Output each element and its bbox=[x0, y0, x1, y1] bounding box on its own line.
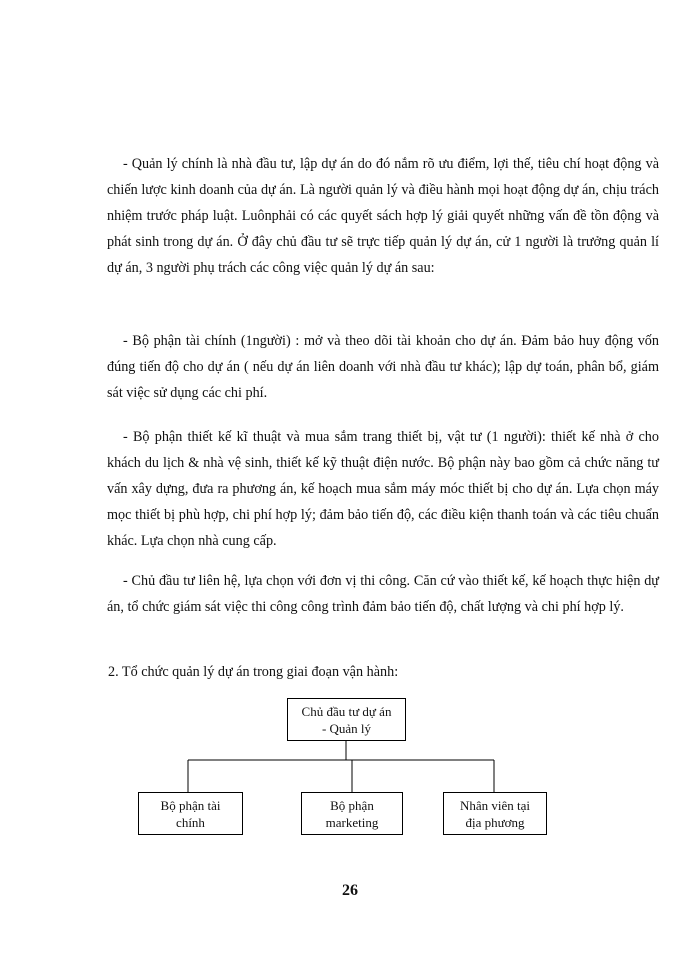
paragraph-design-procurement-dept: - Bộ phận thiết kế kĩ thuật và mua sắm trang thiết bị, vật tư (1 người): thiết kế nhà ở cho khách du lịch & nhà vệ sinh, thiết kế kỹ thuật điện nước. Bộ phận này bao gồm cả chức năng tư vấn xây dựng, đưa ra phương án, kế hoạch mua sắm máy móc thiết bị cho dự án. Lựa chọn máy mọc thiết bị phù hợp, chi phí hợp lý; đảm bảo tiến độ, các điều kiện thanh toán và các tiêu chuẩn khác. Lựa chọn nhà cung cấp. bbox=[107, 429, 659, 549]
org-box-finance bbox=[138, 792, 243, 835]
org-box-local-line2: địa phương bbox=[465, 814, 525, 830]
section-heading: 2. Tổ chức quản lý dự án trong giai đoạn vận hành: bbox=[108, 664, 399, 680]
org-box-top-line2: - Quản lý bbox=[321, 720, 372, 736]
page-number: 26 bbox=[342, 882, 358, 899]
org-box-local-line1: Nhân viên tại bbox=[459, 797, 531, 813]
paragraph-finance-dept: - Bộ phận tài chính (1người) : mở và theo dõi tài khoản cho dự án. Đảm bảo huy động vốn đúng tiến độ cho dự án ( nếu dự án liên doanh với nhà đầu tư khác); lập dự toán, phân bổ, giám sát việc sử dụng các chi phí. bbox=[107, 333, 659, 401]
paragraph-manager-role: - Quản lý chính là nhà đầu tư, lập dự án do đó nắm rõ ưu điểm, lợi thế, tiêu chí hoạt động và chiến lược kinh doanh của dự án. Là người quản lý và điều hành mọi hoạt động dự án, chịu trách nhiệm trước pháp luật. Luônphải có các quyết sách hợp lý giải quyết những vấn đề tồn động và phát sinh trong dự án. Ở đây chủ đầu tư sẽ trực tiếp quản lý dự án, cử 1 người là trưởng quản lí dự án, 3 người phụ trách các công việc quản lý dự án sau: bbox=[107, 156, 659, 276]
org-box-marketing bbox=[301, 792, 403, 835]
org-box-local-staff bbox=[443, 792, 547, 835]
org-box-investor-manager bbox=[287, 698, 406, 741]
paragraph-contractor-selection: - Chủ đầu tư liên hệ, lựa chọn với đơn vị thi công. Căn cứ vào thiết kế, kế hoạch thực hiện dự án, tổ chức giám sát việc thi công công trình đảm bảo tiến độ, chất lượng và chi phí hợp lý. bbox=[107, 573, 659, 615]
org-box-finance-line1: Bộ phận tài bbox=[160, 797, 221, 813]
org-box-finance-line2: chính bbox=[176, 814, 205, 830]
org-box-marketing-line2: marketing bbox=[325, 814, 379, 830]
org-box-top-line1: Chủ đầu tư dự án bbox=[301, 703, 392, 719]
org-box-marketing-line1: Bộ phận bbox=[330, 797, 374, 813]
